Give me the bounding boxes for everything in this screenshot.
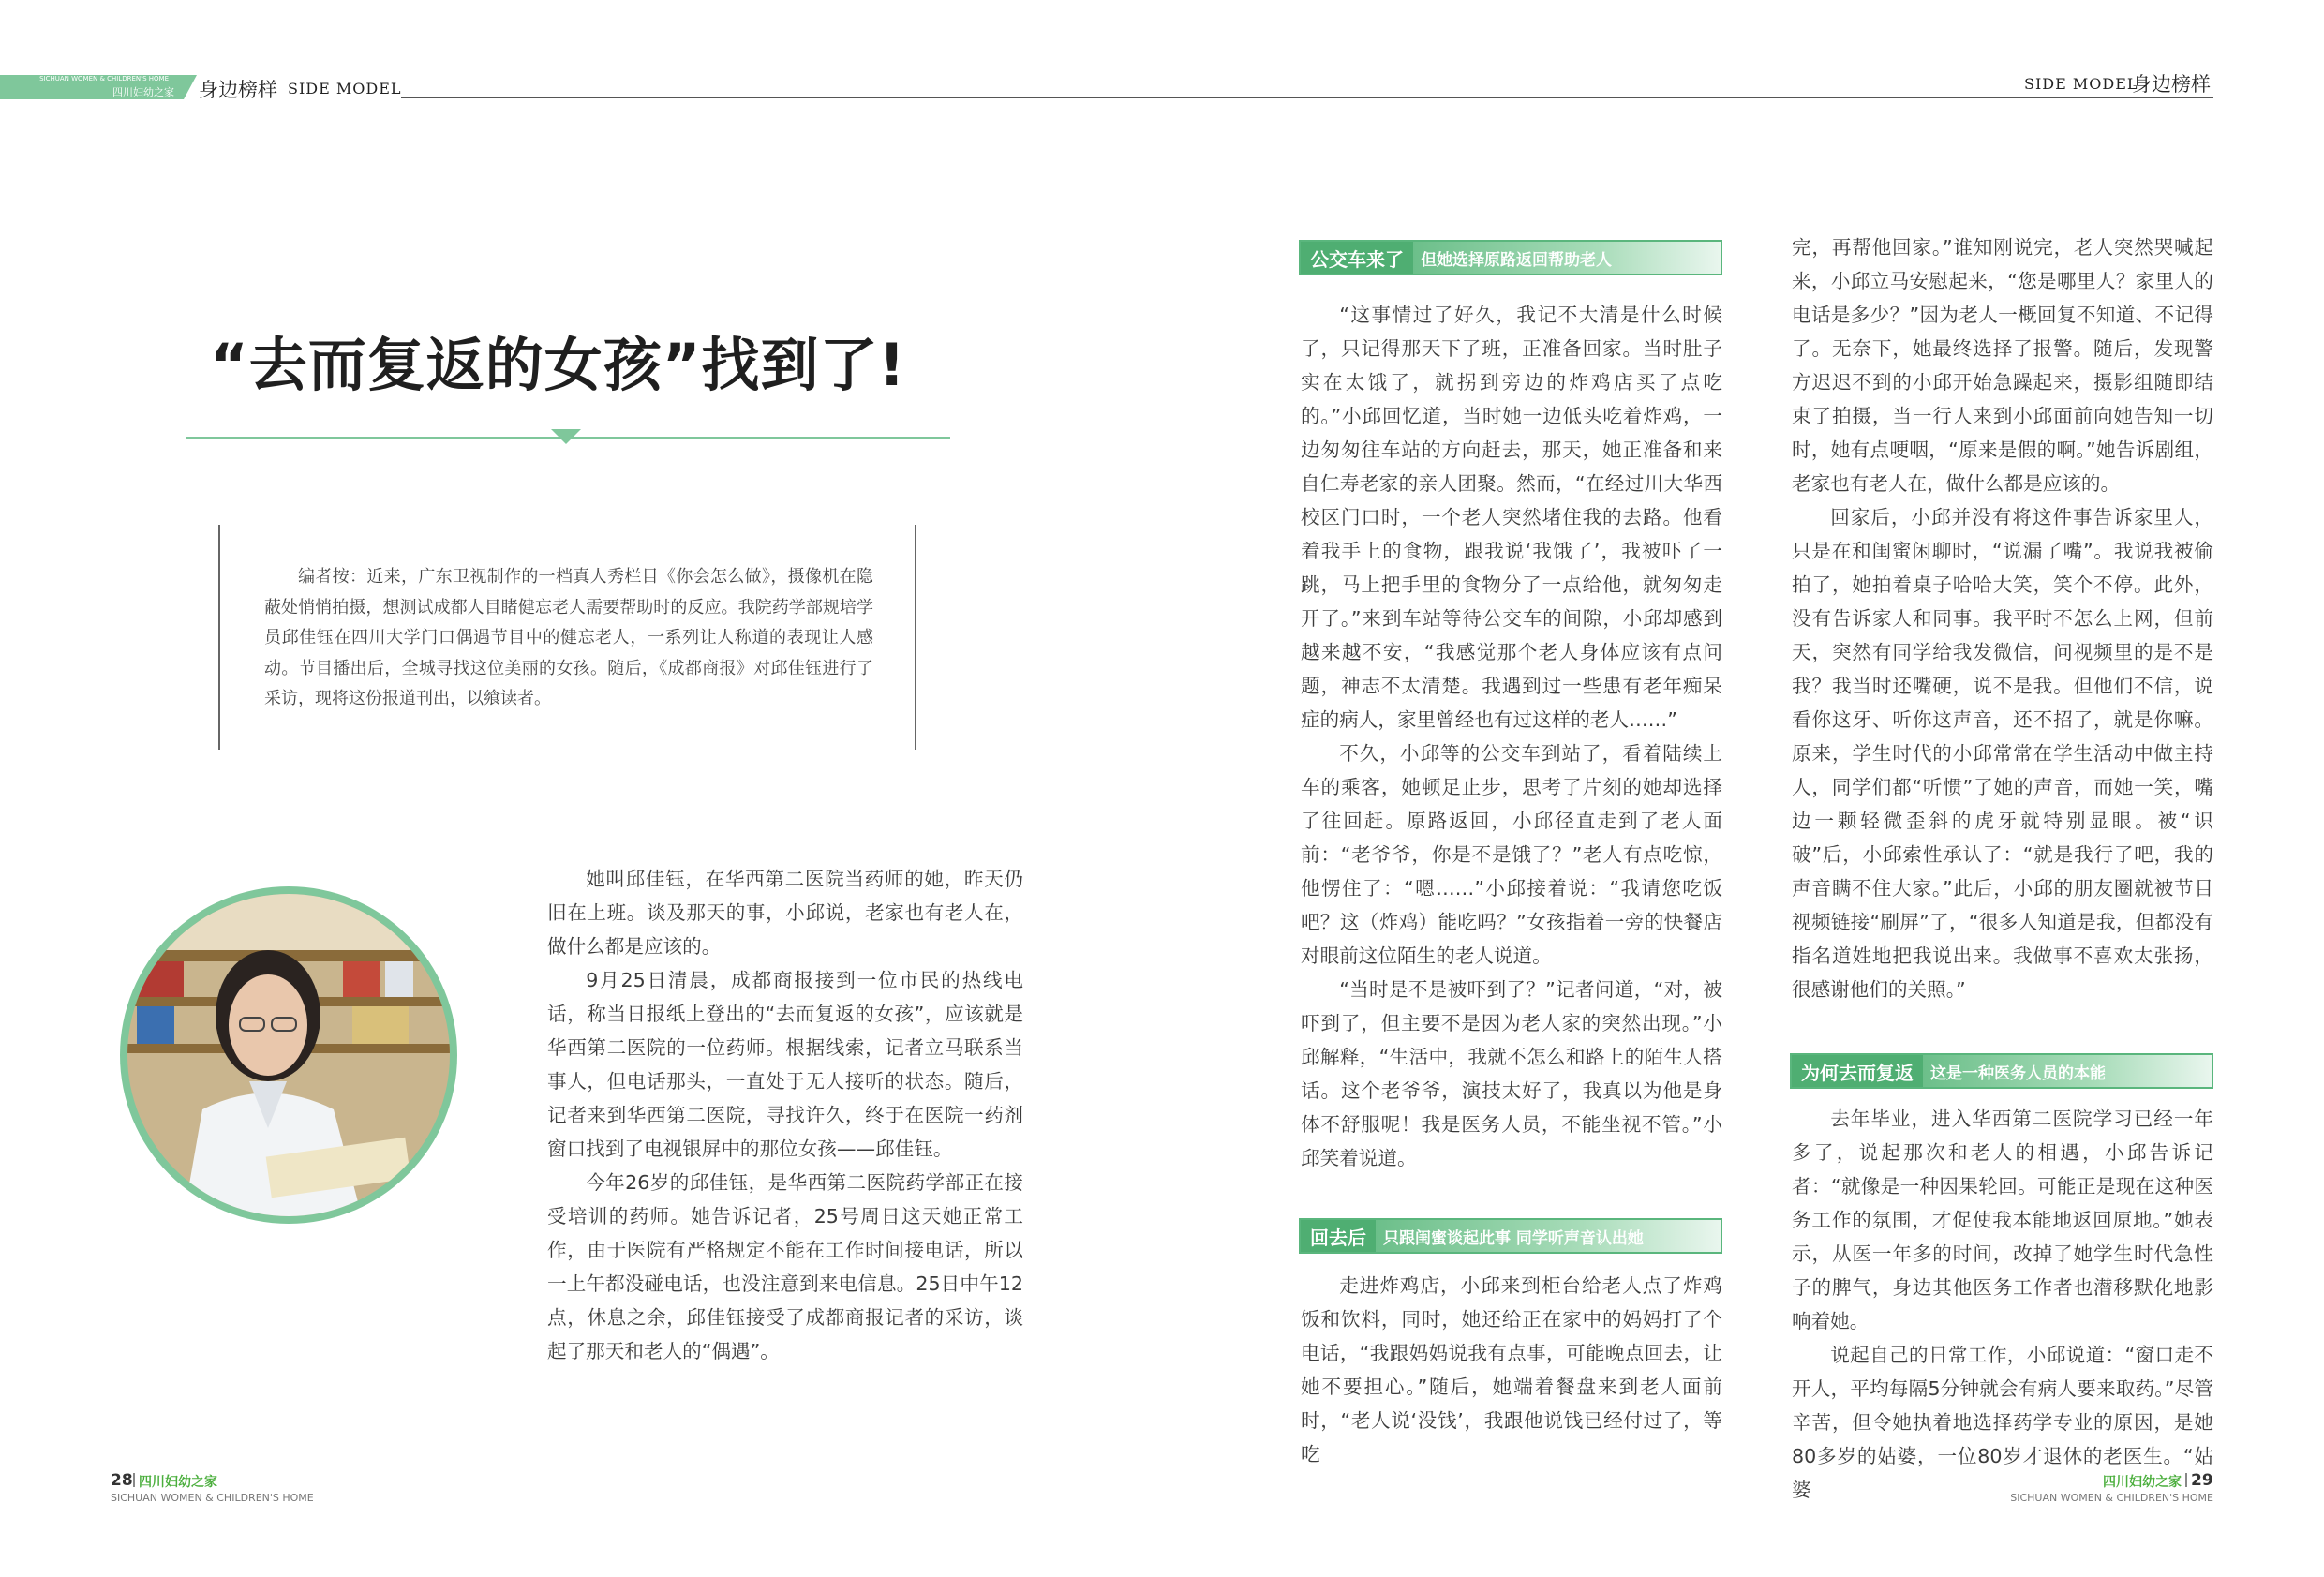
paragraph: 不久，小邱等的公交车到站了，看着陆续上车的乘客，她顿足止步，思考了片刻的她却选择了往回赶。原路返回，小邱径直走到了老人面前：“老爷爷，你是不是饿了？”老人有点吃惊，他愣住了：“嗯……”小邱接着说：“我请您吃饭吧？这（炸鸡）能吃吗？”女孩指着一旁的快餐店对眼前这位陌生的老人说道。 [1301,742,1722,967]
section-label-right-en: SIDE MODEL [2024,75,2138,93]
section-header-main: 公交车来了 [1301,242,1413,274]
section-label-right-cn: 身边榜样 [2132,73,2211,96]
paragraph: 去年毕业，进入华西第二医院学习已经一年多了，说起那次和老人的相遇，小邱告诉记者：“就像是一种因果轮回。可能正是现在这种医务工作的氛围，才促使我本能地返回原地。”她表示，从医一年多的时间，改掉了她学生时代急性子的脾气，身边其他医务工作者也潜移默化地影响着她。 [1792,1108,2213,1332]
footer-separator-right [2185,1473,2187,1487]
article-column-why [1792,1102,2213,1507]
footer-brand-right: 四川妇幼之家 [2103,1475,2182,1490]
header-rule [401,97,2213,98]
title-triangle-marker [551,429,581,444]
header-tab-english: SICHUAN WOMEN & CHILDREN'S HOME [39,75,169,82]
section-header-main: 为何去而复返 [1792,1055,1923,1087]
paragraph: 9月25日清晨，成都商报接到一位市民的热线电话，称当日报纸上登出的“去而复返的女孩”，应该就是华西第二医院的一位药师。根据线索，记者立马联系当事人，但电话那头，一直处于无人接听的状态。随后，记者来到华西第二医院，寻找许久，终于在医院一药剂窗口找到了电视银屏中的那位女孩——邱佳钰。 [547,969,1023,1160]
header-tab-chinese: 四川妇幼之家 [112,86,174,98]
paragraph: “这事情过了好久，我记不大清是什么时候了，只记得那天下了班，正准备回家。当时肚子实在太饿了，就拐到旁边的炸鸡店买了点吃的。”小邱回忆道，当时她一边低头吃着炸鸡，一边匆匆往车站的方向赶去，那天，她正准备和来自仁寿老家的亲人团聚。然而，“在经过川大华西校区门口时，一个老人突然堵住我的去路。他看着我手上的食物，跟我说‘我饿了’，我被吓了一跳，马上把手里的食物分了一点给他，就匆匆走开了。”来到车站等待公交车的间隙，小邱却感到越来越不安，“我感觉那个老人身体应该有点问题，神志不太清楚。我遇到过一些患有老年痴呆症的病人，家里曾经也有过这样的老人……” [1301,304,1722,731]
paragraph: 今年26岁的邱佳钰，是华西第二医院药学部正在接受培训的药师。她告诉记者，25号周日这天她正常工作，由于医院有严格规定不能在工作时间接电话，所以一上午都没碰电话，也没注意到来电信息。25日中午12点，休息之余，邱佳钰接受了成都商报记者的采访，谈起了那天和老人的“偶遇”。 [547,1171,1023,1362]
paragraph: 说起自己的日常工作，小邱说道：“窗口走不开人，平均每隔5分钟就会有病人要来取药。”尽管辛苦，但令她执着地选择药学专业的原因，是她80多岁的姑婆，一位80岁才退休的老医生。“姑婆 [1792,1344,2213,1501]
section-header-bus [1299,240,1722,275]
article-column-after [1301,1269,1722,1471]
section-label-left-cn: 身边榜样 [199,79,277,101]
footer-english-right: SICHUAN WOMEN & CHILDREN'S HOME [2010,1492,2213,1504]
article-title: “去而复返的女孩”找到了! [210,331,906,399]
paragraph: 完，再帮他回家。”谁知刚说完，老人突然哭喊起来，小邱立马安慰起来，“您是哪里人？家里人的电话是多少？”因为老人一概回复不知道、不记得了。无奈下，她最终选择了报警。随后，发现警方迟迟不到的小邱开始急躁起来，摄影组随即结束了拍摄，当一行人来到小邱面前向她告知一切时，她有点哽咽，“原来是假的啊。”她告诉剧组，老家也有老人在，做什么都是应该的。 [1792,236,2213,495]
paragraph: 走进炸鸡店，小邱来到柜台给老人点了炸鸡饭和饮料，同时，她还给正在家中的妈妈打了个电话，“我跟妈妈说我有点事，可能晚点回去，让她不要担心。”随后，她端着餐盘来到老人面前时，“老人说‘没钱’，我跟他说钱已经付过了，等吃 [1301,1274,1722,1465]
footer-separator-left [133,1473,135,1487]
page-number-right: 29 [2191,1471,2213,1490]
section-header-why [1790,1053,2213,1089]
section-header-sub: 只跟闺蜜谈起此事 同学听声音认出她 [1376,1220,1721,1252]
section-label-left-en: SIDE MODEL [288,80,402,97]
section-header-main: 回去后 [1301,1220,1376,1252]
page-number-left: 28 [111,1471,133,1490]
paragraph: 她叫邱佳钰，在华西第二医院当药师的她，昨天仍旧在上班。谈及那天的事，小邱说，老家也有老人在，做什么都是应该的。 [547,868,1023,958]
pharmacist-portrait-photo [127,894,450,1216]
article-column-intro [547,862,1023,1368]
footer-brand-left: 四川妇幼之家 [139,1475,217,1490]
footer-english-left: SICHUAN WOMEN & CHILDREN'S HOME [111,1492,314,1504]
paragraph: “当时是不是被吓到了？”记者问道，“对，被吓到了，但主要不是因为老人家的突然出现。”小邱解释，“生活中，我就不怎么和路上的陌生人搭话。这个老爷爷，演技太好了，我真以为他是身体不舒服呢！我是医务人员，不能坐视不管。”小邱笑着说道。 [1301,978,1722,1169]
editor-note: 编者按：近来，广东卫视制作的一档真人秀栏目《你会怎么做》，摄像机在隐蔽处悄悄拍摄，想测试成都人目睹健忘老人需要帮助时的反应。我院药学部规培学员邱佳钰在四川大学门口偶遇节目中的健忘老人，一系列让人称道的表现让人感动。节目播出后，全城寻找这位美丽的女孩。随后，《成都商报》对邱佳钰进行了采访，现将这份报道刊出，以飨读者。 [264,567,873,708]
section-header-sub: 但她选择原路返回帮助老人 [1413,242,1721,274]
section-header-after [1299,1218,1722,1254]
note-left-bar [218,525,220,750]
article-column-continued [1792,231,2213,1006]
note-right-bar [915,525,916,750]
paragraph: 回家后，小邱并没有将这件事告诉家里人，只是在和闺蜜闲聊时，“说漏了嘴”。我说我被偷拍了，她拍着桌子哈哈大笑，笑个不停。此外，没有告诉家人和同事。我平时不怎么上网，但前天，突然有同学给我发微信，问视频里的是不是我？我当时还嘴硬，说不是我。但他们不信，说看你这牙、听你这声音，还不招了，就是你嘛。原来，学生时代的小邱常常在学生活动中做主持人，同学们都“听惯”了她的声音，而她一笑，嘴边一颗轻微歪斜的虎牙就特别显眼。被“识破”后，小邱索性承认了：“就是我行了吧，我的声音瞒不住大家。”此后，小邱的朋友圈就被节目视频链接“刷屏”了，“很多人知道是我，但都没有指名道姓地把我说出来。我做事不喜欢太张扬，很感谢他们的关照。” [1792,506,2213,1001]
section-header-sub: 这是一种医务人员的本能 [1923,1055,2212,1087]
article-column-bus [1301,298,1722,1175]
